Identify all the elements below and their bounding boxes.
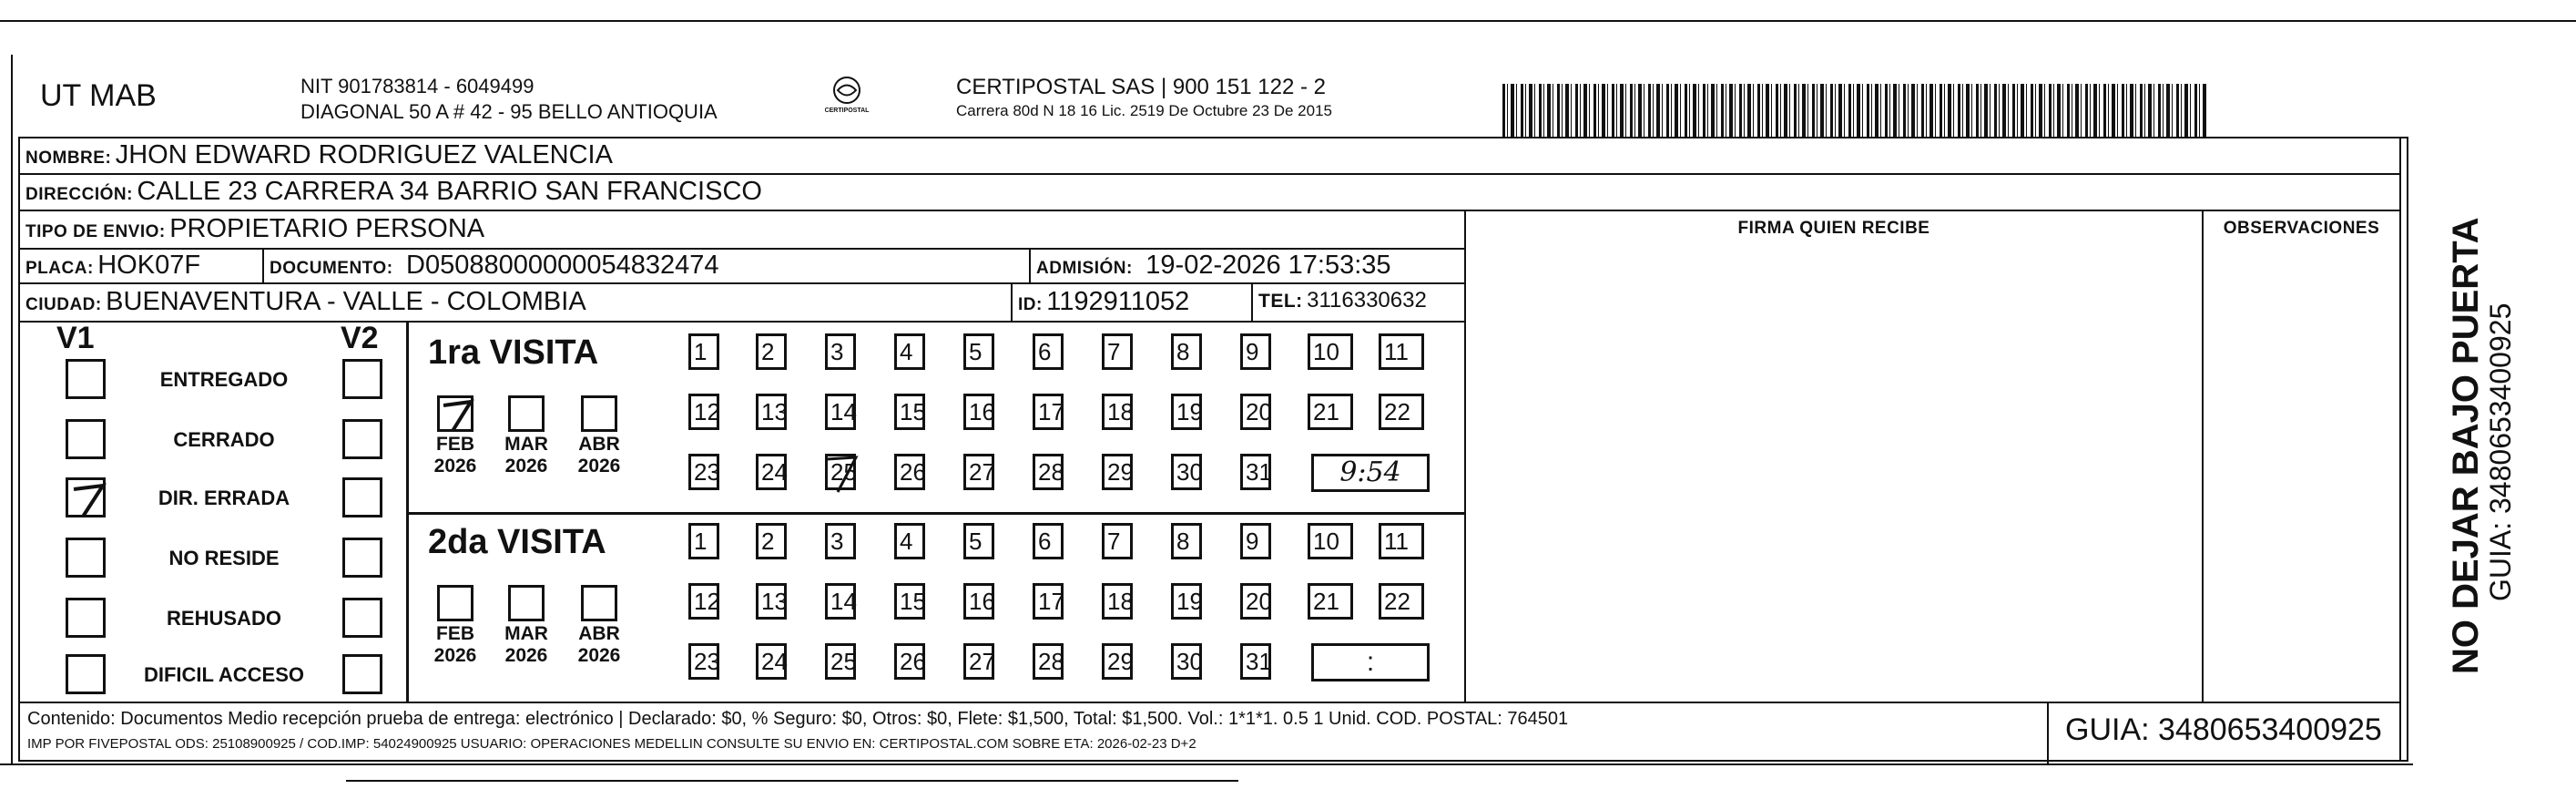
status-label: NO RESIDE [168,547,280,569]
day-box[interactable]: 10 [1308,523,1353,559]
status-divider [406,321,409,702]
day-box[interactable]: 31 [1240,454,1271,490]
month-year: 2026 [504,645,548,666]
day-box[interactable]: 16 [963,583,994,620]
day-box[interactable]: 26 [894,643,925,680]
bottom-rule [0,763,2413,765]
day-box[interactable]: 3 [825,333,856,370]
form-right-border [2399,137,2401,762]
direccion-row [25,177,762,207]
company-address: DIAGONAL 50 A # 42 - 95 BELLO ANTIOQUIA [300,100,718,123]
day-box[interactable]: 19 [1171,583,1202,620]
id-divider [1011,282,1013,321]
side-guia: GUIA: 3480653400925 [2484,302,2517,601]
footer-guia: GUIA: 3480653400925 [2065,712,2382,747]
month-year: 2026 [504,456,548,476]
month-year: 2026 [433,645,477,666]
day-box[interactable]: 4 [894,523,925,559]
day-box[interactable]: 25 [825,454,856,490]
month-label: ABR [578,623,620,644]
certipostal-logo [820,75,874,120]
v2-checkbox[interactable] [342,477,382,517]
footer-line [18,702,2399,703]
admision-cell [1036,251,1391,281]
day-box[interactable]: 6 [1033,333,1064,370]
day-box[interactable]: 5 [963,523,994,559]
tel-value: 3116330632 [1307,288,1427,313]
row-line-1 [18,173,2399,175]
row-line-2 [18,210,2399,211]
month-label: FEB [436,434,474,455]
day-box[interactable]: 27 [963,643,994,680]
day-box[interactable]: 26 [894,454,925,490]
footer-imp: IMP POR FIVEPOSTAL ODS: 25108900925 / COD.IMP: 54024900925 USUARIO: OPERACIONES MEDELLIN CONSULTE SU ENVIO EN: CERTIPOSTAL.COM SOBRE ETA: 2026-02-23 D+2 [27,736,1196,752]
admision-value: 19-02-2026 17:53:35 [1145,251,1391,280]
firma-left-border [1464,210,1466,702]
day-box[interactable]: 21 [1308,394,1353,430]
day-box[interactable]: 5 [963,333,994,370]
day-box[interactable]: 14 [825,394,856,430]
month-checkbox[interactable] [581,395,617,432]
v2-checkbox[interactable] [342,654,382,694]
documento-label: DOCUMENTO: [270,259,393,278]
day-box[interactable]: 2 [756,333,787,370]
day-box[interactable]: 13 [756,583,787,620]
day-box[interactable]: 7 [1102,523,1133,559]
day-box[interactable]: 28 [1033,454,1064,490]
side-warning: NO DEJAR BAJO PUERTA [2446,217,2486,674]
footer-guia-divider [2047,702,2049,763]
check-mark-icon [440,398,476,435]
day-box[interactable]: 13 [756,394,787,430]
v1-checkbox[interactable] [66,419,106,459]
nombre-label: NOMBRE: [25,149,112,168]
month-checkbox[interactable] [581,585,617,621]
id-value: 1192911052 [1046,287,1190,316]
outer-left-edge [11,55,13,765]
status-label: DIFICIL ACCESO [143,663,304,686]
day-box[interactable]: 4 [894,333,925,370]
day-box[interactable]: 15 [894,583,925,620]
placa-cell [25,251,200,281]
tipo-value: PROPIETARIO PERSONA [169,214,485,243]
v1-checkbox[interactable] [66,598,106,638]
day-box[interactable]: 23 [688,643,719,680]
logo-text: CERTIPOSTAL [824,108,870,114]
day-box[interactable]: 22 [1379,394,1424,430]
ciudad-value: BUENAVENTURA - VALLE - COLOMBIA [106,287,586,316]
status-label: DIR. ERRADA [158,487,290,509]
day-box[interactable]: 14 [825,583,856,620]
day-box[interactable]: 2 [756,523,787,559]
day-box[interactable]: 11 [1379,523,1424,559]
month-year: 2026 [433,456,477,476]
top-rule [0,20,2576,22]
visit-title: 2da VISITA [428,523,606,561]
placa-label: PLACA: [25,259,94,278]
month-checkbox[interactable] [437,585,473,621]
direccion-value: CALLE 23 CARRERA 34 BARRIO SAN FRANCISCO [137,177,762,206]
status-label: REHUSADO [167,607,281,630]
row-line-3 [18,248,1464,250]
time-box[interactable]: : [1311,643,1430,681]
tipo-label: TIPO DE ENVIO: [25,222,166,241]
status-label: CERRADO [173,428,275,451]
day-box[interactable]: 24 [756,454,787,490]
v2-checkbox[interactable] [342,419,382,459]
day-box[interactable]: 20 [1240,583,1271,620]
month-label: FEB [436,623,474,644]
day-box[interactable]: 22 [1379,583,1424,620]
visit-title: 1ra VISITA [428,333,599,372]
day-box[interactable]: 27 [963,454,994,490]
day-box[interactable]: 1 [688,523,719,559]
day-box[interactable]: 6 [1033,523,1064,559]
day-box[interactable]: 30 [1171,454,1202,490]
status-label: ENTREGADO [159,368,289,391]
day-box[interactable]: 20 [1240,394,1271,430]
tel-divider [1251,282,1253,321]
ciudad-cell [25,287,586,317]
company-nit: NIT 901783814 - 6049499 [300,75,535,97]
carrier-license: Carrera 80d N 18 16 Lic. 2519 De Octubre 23 De 2015 [956,102,1332,119]
direccion-label: DIRECCIÓN: [25,185,133,204]
day-box[interactable]: 23 [688,454,719,490]
day-box[interactable]: 3 [825,523,856,559]
check-mark-icon [68,480,108,520]
day-box[interactable]: 16 [963,394,994,430]
v2-header: V2 [341,321,379,355]
day-box[interactable]: 29 [1102,454,1133,490]
day-box[interactable]: 18 [1102,583,1133,620]
row-line-5 [18,321,1464,323]
day-box[interactable]: 17 [1033,583,1064,620]
v2-checkbox[interactable] [342,538,382,578]
v2-checkbox[interactable] [342,359,382,399]
month-checkbox[interactable] [437,395,473,432]
day-box[interactable]: 9 [1240,523,1271,559]
day-box[interactable]: 8 [1171,523,1202,559]
tel-cell [1258,288,1427,313]
day-box[interactable]: 25 [825,643,856,680]
nombre-value: JHON EDWARD RODRIGUEZ VALENCIA [115,140,613,169]
day-box[interactable]: 19 [1171,394,1202,430]
v1-checkbox[interactable] [66,477,106,517]
nombre-row [25,140,613,170]
month-checkbox[interactable] [508,585,545,621]
day-box[interactable]: 7 [1102,333,1133,370]
barcode [1502,84,2207,138]
day-box[interactable]: 15 [894,394,925,430]
admision-divider [1029,248,1031,282]
placa-value: HOK07F [97,251,201,280]
day-box[interactable]: 30 [1171,643,1202,680]
day-box[interactable]: 24 [756,643,787,680]
day-box[interactable]: 29 [1102,643,1133,680]
row-line-4 [18,282,1464,284]
day-box[interactable]: 21 [1308,583,1353,620]
footer-contenido: Contenido: Documentos Medio recepción prueba de entrega: electrónico | Declarado: $0, % Seguro: $0, Otros: $0, Flete: $1,500, Total: $1,500. Vol.: 1*1*1. 0.5 1 Unid. COD. POSTAL: 764501 [27,709,1569,729]
day-box[interactable]: 10 [1308,333,1353,370]
day-box[interactable]: 9 [1240,333,1271,370]
carrier-name: CERTIPOSTAL SAS | 900 151 122 - 2 [956,75,1326,99]
tel-label: TEL: [1258,291,1303,312]
tipo-row [25,214,484,244]
documento-cell [270,251,719,281]
month-label: MAR [504,434,548,455]
day-box[interactable]: 12 [688,583,719,620]
time-box[interactable]: 9:54 [1311,454,1430,492]
v1-checkbox[interactable] [66,359,106,399]
ciudad-label: CIUDAD: [25,295,102,314]
v1-header: V1 [56,321,95,355]
visit-divider [406,512,1464,515]
company-name: UT MAB [40,78,157,113]
v2-checkbox[interactable] [342,598,382,638]
day-box[interactable]: 1 [688,333,719,370]
documento-value: D05088000000054832474 [406,251,719,280]
month-label: MAR [504,623,548,644]
month-year: 2026 [577,645,621,666]
day-box[interactable]: 31 [1240,643,1271,680]
observaciones-left-border [2202,210,2204,702]
day-box[interactable]: 11 [1379,333,1424,370]
v1-checkbox[interactable] [66,654,106,694]
day-box[interactable]: 18 [1102,394,1133,430]
id-cell [1018,287,1189,317]
month-label: ABR [578,434,620,455]
firma-header: FIRMA QUIEN RECIBE [1737,219,1930,238]
day-box[interactable]: 12 [688,394,719,430]
day-box[interactable]: 28 [1033,643,1064,680]
day-box[interactable]: 8 [1171,333,1202,370]
observaciones-header: OBSERVACIONES [2223,219,2380,238]
day-box[interactable]: 17 [1033,394,1064,430]
bottom-stub [346,780,1238,782]
id-label: ID: [1018,295,1043,314]
day-check-icon [825,454,861,498]
v1-checkbox[interactable] [66,538,106,578]
placa-divider [262,248,264,282]
admision-label: ADMISIÓN: [1036,259,1133,278]
month-checkbox[interactable] [508,395,545,432]
month-year: 2026 [577,456,621,476]
